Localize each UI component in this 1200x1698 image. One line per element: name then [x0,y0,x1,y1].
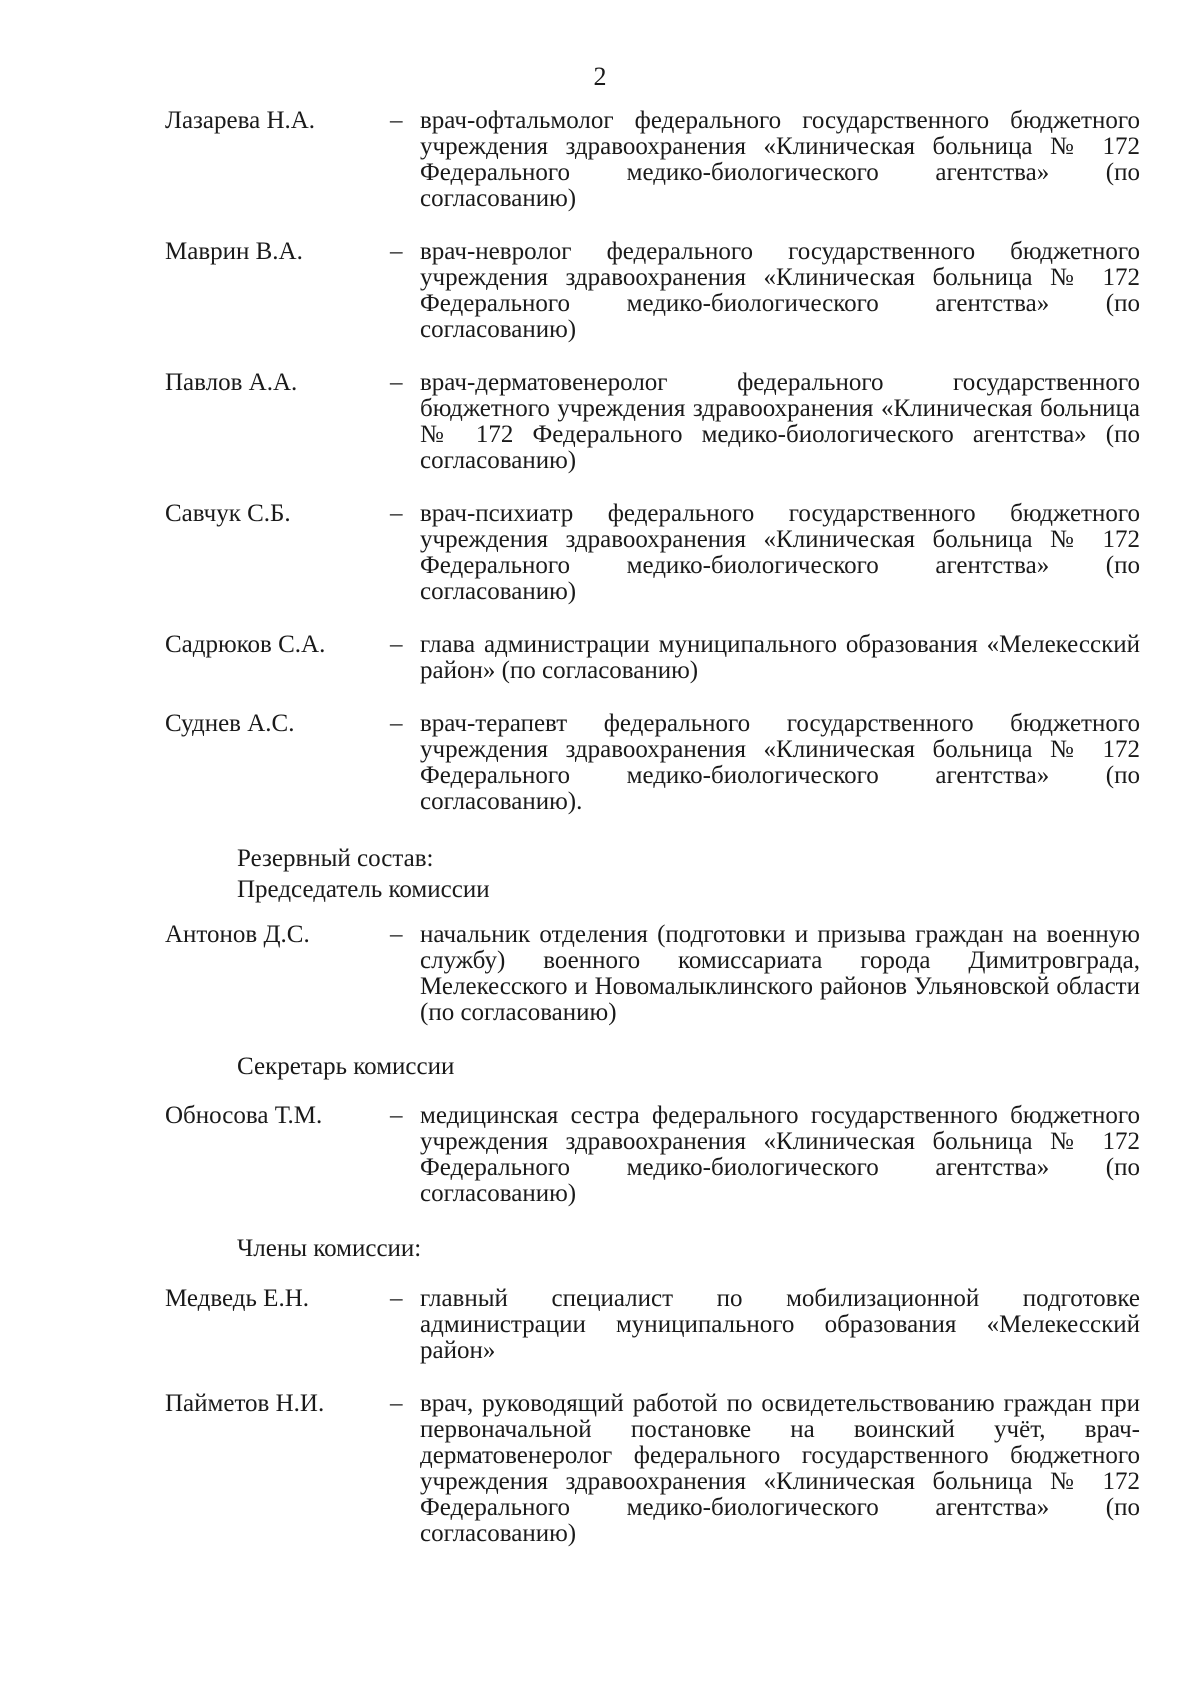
entry-name: Маврин В.А. [165,238,303,265]
entry-description: начальник отделения (подготовки и призыва граждан на военную службу) военного комиссариата города Димитровграда, Мелекесского и Новомалыклинского районов Ульяновской области (по согласованию) [420,921,1140,1026]
entry-dash: – [390,1285,403,1312]
entry-name: Павлов А.А. [165,369,298,396]
entry-obnosova [165,1103,1145,1207]
entry-dash: – [390,1102,403,1129]
entry-dash: – [390,921,403,948]
entry-name: Антонов Д.С. [165,921,310,948]
entry-lazareva [165,108,1145,212]
entry-description: врач-психиатр федерального государственного бюджетного учреждения здравоохранения «Клиническая больница № 172 Федерального медико-биологического агентства» (по согласованию) [420,500,1140,605]
entry-sudnev [165,711,1145,815]
entry-dash: – [390,710,403,737]
entry-dash: – [390,107,403,134]
entry-name: Пайметов Н.И. [165,1390,325,1417]
reserve-heading: Резервный состав: [237,845,434,872]
entry-name: Медведь Е.Н. [165,1285,310,1312]
entry-paymetov [165,1391,1145,1547]
entry-name: Садрюков С.А. [165,631,326,658]
entry-sadryukov [165,632,1145,684]
entry-dash: – [390,1390,403,1417]
entry-mavrin [165,239,1145,343]
entry-description: врач-терапевт федерального государственного бюджетного учреждения здравоохранения «Клиническая больница № 172 Федерального медико-биологического агентства» (по согласованию). [420,710,1140,815]
secretary-heading: Секретарь комиссии [237,1053,455,1080]
entry-dash: – [390,238,403,265]
entry-dash: – [390,500,403,527]
entry-description: врач-невролог федерального государственного бюджетного учреждения здравоохранения «Клиническая больница № 172 Федерального медико-биологического агентства» (по согласованию) [420,238,1140,343]
entry-description: врач, руководящий работой по освидетельствованию граждан при первоначальной постановке на воинский учёт, врач-дерматовенеролог федерального государственного бюджетного учреждения здравоохранения «Клиническая больница № 172 Федерального медико-биологического агентства» (по согласованию) [420,1390,1140,1547]
entry-name: Суднев А.С. [165,710,295,737]
chairman-heading: Председатель комиссии [237,876,490,903]
entry-description: главный специалист по мобилизационной подготовке администрации муниципального образования «Мелекесский район» [420,1285,1140,1364]
entry-dash: – [390,631,403,658]
entry-description: глава администрации муниципального образования «Мелекесский район» (по согласованию) [420,631,1140,684]
members-heading: Члены комиссии: [237,1235,422,1262]
entry-dash: – [390,369,403,396]
page-number: 2 [593,62,607,91]
entry-savchuk [165,501,1145,605]
entry-description: врач-дерматовенеролог федерального государственного бюджетного учреждения здравоохранения «Клиническая больница № 172 Федерального медико-биологического агентства» (по согласованию) [420,369,1140,474]
entry-medved [165,1286,1145,1364]
entry-description: врач-офтальмолог федерального государственного бюджетного учреждения здравоохранения «Клиническая больница № 172 Федерального медико-биологического агентства» (по согласованию) [420,107,1140,212]
entry-name: Обносова Т.М. [165,1102,323,1129]
entry-name: Лазарева Н.А. [165,107,316,134]
entry-antonov [165,922,1145,1026]
entry-description: медицинская сестра федерального государственного бюджетного учреждения здравоохранения «Клиническая больница № 172 Федерального медико-биологического агентства» (по согласованию) [420,1102,1140,1207]
entry-pavlov [165,370,1145,474]
entry-name: Савчук С.Б. [165,500,291,527]
